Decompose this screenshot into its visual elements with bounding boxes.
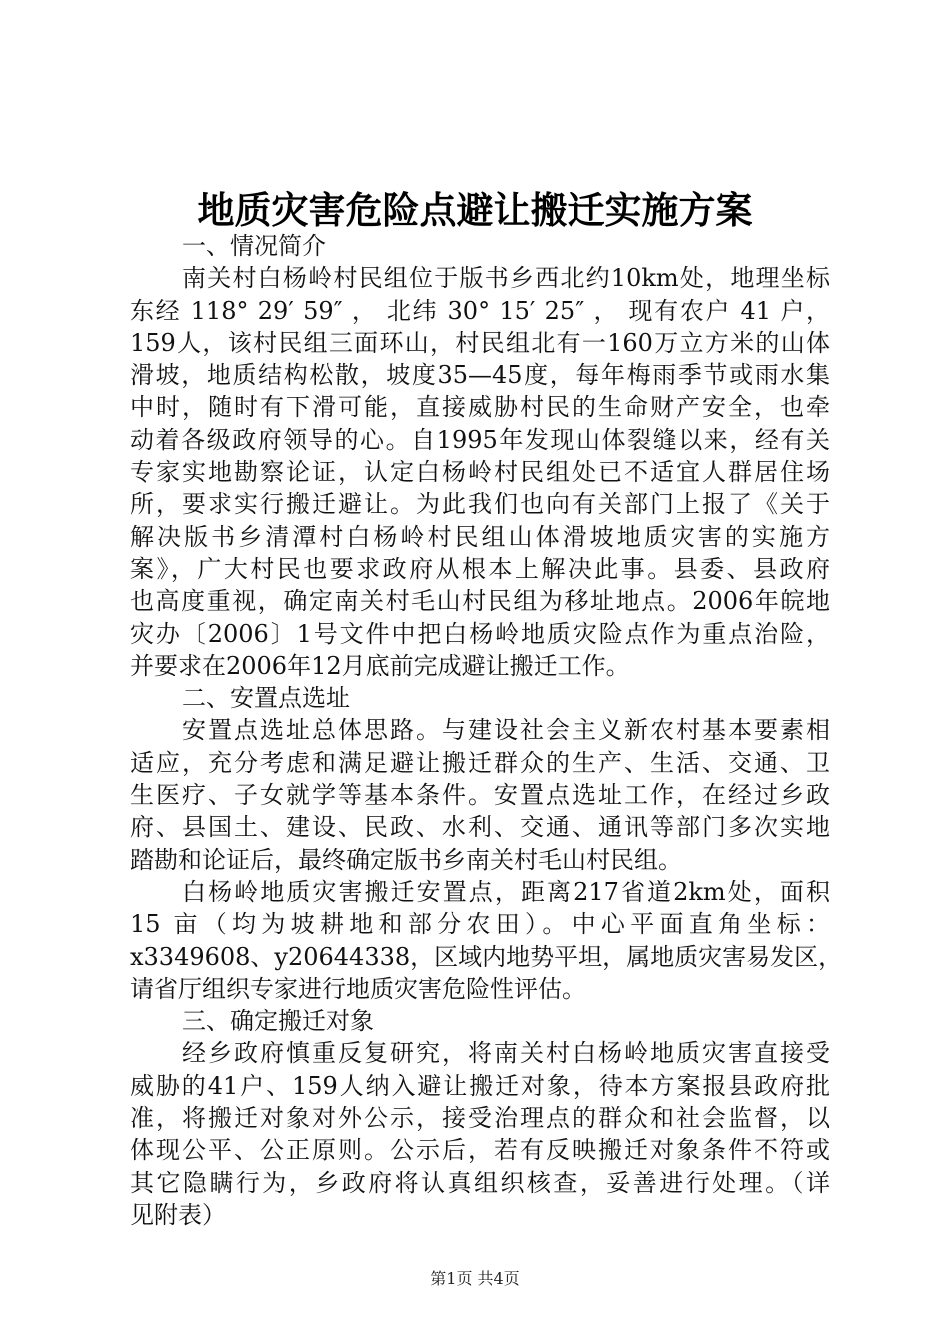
text-line: 159人，该村民组三面环山，村民组北有一160万立方米的山体 [130, 328, 830, 357]
text-line: 中时，随时有下滑可能，直接威胁村民的生命财产安全，也牵 [130, 393, 830, 422]
text-line: 其它隐瞒行为，乡政府将认真组织核查，妥善进行处理。（详 [130, 1168, 830, 1197]
text-line: 请省厅组织专家进行地质灾害危险性评估。 [130, 974, 586, 1003]
text-line: 南关村白杨岭村民组位于版书乡西北约10km处，地理坐标 [182, 264, 830, 293]
text-line: x3349608、y20644338，区域内地势平坦，属地质灾害易发区， [130, 942, 843, 971]
section-heading: 三、确定搬迁对象 [182, 1007, 374, 1036]
document-title: 地质灾害危险点避让搬迁实施方案 [197, 188, 753, 232]
text-line: 适应，充分考虑和满足避让搬迁群众的生产、生活、交通、卫 [130, 748, 830, 777]
text-line: 案》，广大村民也要求政府从根本上解决此事。县委、县政府 [130, 554, 830, 583]
text-line: 府、县国土、建设、民政、水利、交通、通讯等部门多次实地 [130, 813, 830, 842]
paragraph [130, 262, 830, 682]
text-line: 准，将搬迁对象对外公示，接受治理点的群众和社会监督，以 [130, 1104, 830, 1133]
text-line: 见附表） [130, 1200, 226, 1229]
text-line: 灾办〔2006〕1号文件中把白杨岭地质灾险点作为重点治险， [130, 619, 830, 648]
text-line: 也高度重视，确定南关村毛山村民组为移址地点。2006年皖地 [130, 587, 830, 616]
text-line: 并要求在2006年12月底前完成避让搬迁工作。 [130, 651, 630, 680]
text-line: 解决版书乡清潭村白杨岭村民组山体滑坡地质灾害的实施方 [130, 522, 830, 551]
text-line: 生医疗、子女就学等基本条件。安置点选址工作，在经过乡政 [130, 781, 830, 810]
text-line: 动着各级政府领导的心。自1995年发现山体裂缝以来，经有关 [130, 425, 830, 454]
text-line: 专家实地勘察论证，认定白杨岭村民组处已不适宜人群居住场 [130, 458, 830, 487]
paragraph [130, 1037, 830, 1231]
page-footer: 第1页 共4页 [430, 1269, 520, 1288]
text-line: 所，要求实行搬迁避让。为此我们也向有关部门上报了《关于 [130, 490, 830, 519]
section-heading: 二、安置点选址 [182, 684, 350, 713]
paragraph [130, 714, 830, 875]
text-line: 威胁的41户、159人纳入避让搬迁对象，待本方案报县政府批 [130, 1071, 830, 1100]
text-line: 安置点选址总体思路。与建设社会主义新农村基本要素相 [182, 716, 830, 745]
text-line: 经乡政府慎重反复研究，将南关村白杨岭地质灾害直接受 [182, 1039, 830, 1068]
paragraph [130, 876, 843, 1005]
text-line: 白杨岭地质灾害搬迁安置点，距离217省道2km处，面积 [182, 877, 830, 906]
text-line: 15 亩（均为坡耕地和部分农田）。中心平面直角坐标： [130, 910, 830, 939]
section-heading: 一、情况简介 [182, 232, 326, 260]
document-body [130, 230, 843, 1231]
text-line: 滑坡，地质结构松散，坡度35—45度，每年梅雨季节或雨水集 [130, 361, 830, 390]
text-line: 体现公平、公正原则。公示后，若有反映搬迁对象条件不符或 [130, 1136, 830, 1165]
text-line: 东经 118° 29′ 59″ ， 北纬 30° 15′ 25″ ， 现有农户 41 户， [130, 296, 830, 325]
text-line: 踏勘和论证后，最终确定版书乡南关村毛山村民组。 [130, 845, 682, 874]
